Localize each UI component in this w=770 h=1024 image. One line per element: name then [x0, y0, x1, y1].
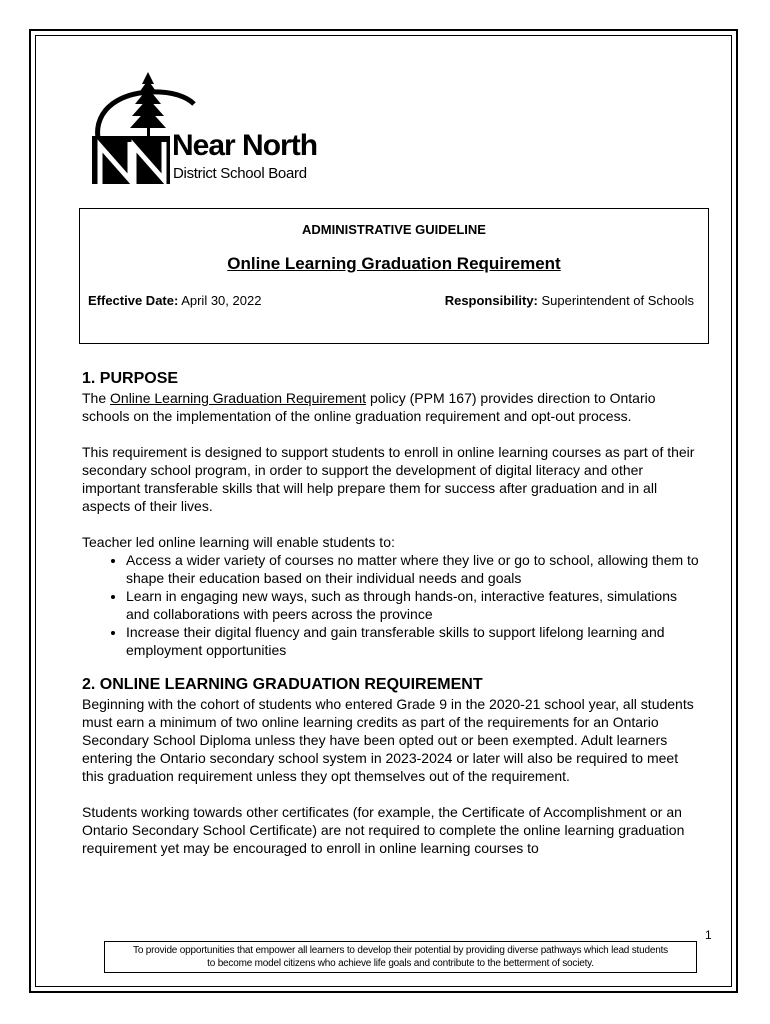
p1-prefix: The	[82, 390, 111, 406]
logo-name: Near North	[172, 129, 318, 162]
logo-subname: District School Board	[173, 165, 307, 182]
document-body	[82, 369, 702, 857]
footer-line-2: to become model citizens who achieve life goals and contribute to the betterment of society.	[207, 958, 594, 969]
page-number: 1	[705, 928, 712, 942]
p1-rest: policy (PPM 167) provides direction to Ontario schools on the implementation of the online graduation requirement and opt-out process.	[82, 390, 656, 424]
effective-date-value: April 30, 2022	[178, 293, 262, 308]
responsibility-label: Responsibility:	[444, 293, 538, 308]
benefits-list	[82, 551, 702, 659]
section-2-paragraph-2: Students working towards other certificates (for example, the Certificate of Accomplishment or an Ontario Secondary School Certificate) are not required to complete the online learning graduation requirement yet may be encouraged to enroll in online learning courses to	[82, 804, 685, 856]
section-1-paragraph-1	[82, 389, 702, 425]
section-1-paragraph-2: This requirement is designed to support students to enroll in online learning courses as part of their secondary school program, in order to support the development of digital literacy and other important transferable skills that will help prepare them for success after graduation and in all aspects of their lives.	[82, 444, 695, 514]
effective-date	[88, 293, 261, 308]
policy-link[interactable]: Online Learning Graduation Requirement	[110, 390, 367, 406]
footer-mission-box	[104, 941, 697, 973]
section-1-paragraph-3: Teacher led online learning will enable students to:	[82, 534, 395, 550]
effective-date-label: Effective Date:	[88, 293, 179, 308]
list-item: • Learn in engaging new ways, such as through hands-on, interactive features, simulations and collaborations with peers across the province	[126, 587, 702, 623]
section-1-heading: 1. PURPOSE	[82, 370, 179, 387]
list-item: • Increase their digital fluency and gain transferable skills to support lifelong learning and employment opportunities	[126, 623, 702, 659]
section-2-heading: 2. ONLINE LEARNING GRADUATION REQUIREMENT	[82, 676, 483, 693]
section-2-paragraph-1: Beginning with the cohort of students who entered Grade 9 in the 2020-21 school year, all students must earn a minimum of two online learning credits as part of the requirements for an Ontario Secondary School Diploma unless they have been opted out or been exempted. Adult learners entering the Ontario secondary school system in 2023-2024 or later will also be required to meet this graduation requirement unless they opt themselves out of the requirement.	[82, 696, 694, 784]
footer-line-1: To provide opportunities that empower all learners to develop their potential by providing diverse pathways which lead students	[133, 945, 668, 956]
list-item: • Access a wider variety of courses no matter where they live or go to school, allowing them to shape their education based on their individual needs and goals	[126, 551, 702, 587]
responsibility-value: Superintendent of Schools	[537, 293, 694, 308]
responsibility	[445, 293, 694, 308]
guideline-label: ADMINISTRATIVE GUIDELINE	[302, 222, 486, 237]
guideline-header-box	[79, 208, 709, 344]
guideline-title: Online Learning Graduation Requirement	[227, 254, 561, 273]
